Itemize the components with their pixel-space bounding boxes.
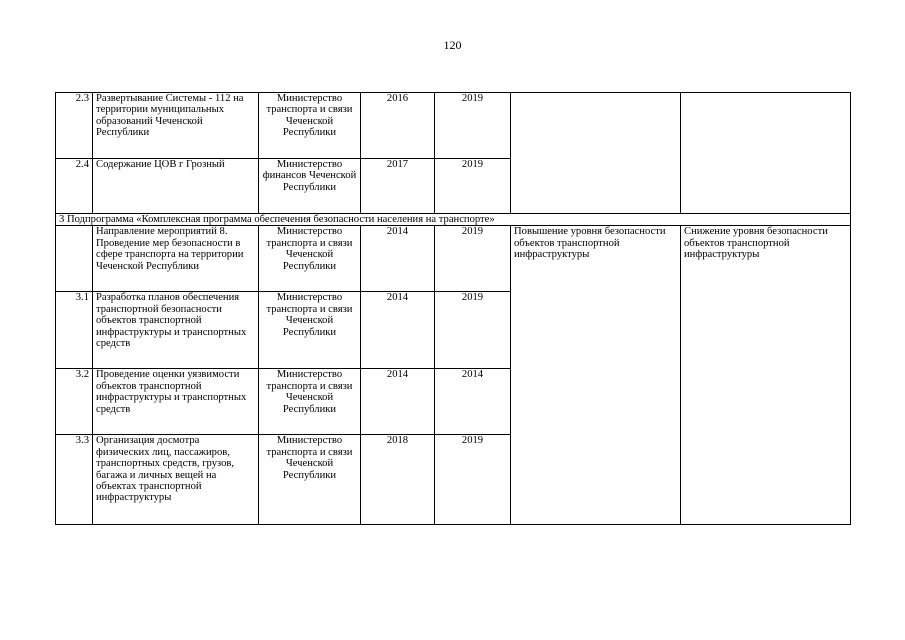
row-name: Разработка планов обеспечения транспортной безопасности объектов транспортной инфраструктуры и транспортных средств [93, 292, 259, 369]
row-number: 3.2 [56, 369, 93, 435]
row-executor: Министерство транспорта и связи Чеченской Республики [259, 369, 361, 435]
row-executor: Министерство транспорта и связи Чеченской Республики [259, 93, 361, 159]
row-name: Содержание ЦОВ г Грозный [93, 159, 259, 214]
row-number: 2.3 [56, 93, 93, 159]
row-executor: Министерство финансов Чеченской Республики [259, 159, 361, 214]
row-end-year: 2019 [435, 93, 511, 159]
row-executor: Министерство транспорта и связи Чеченской Республики [259, 226, 361, 292]
row-start-year: 2016 [361, 93, 435, 159]
row-executor: Министерство транспорта и связи Чеченской Республики [259, 435, 361, 525]
program-table [55, 92, 851, 525]
row-result: Повышение уровня безопасности объектов транспортной инфраструктуры [511, 226, 681, 525]
row-start-year: 2018 [361, 435, 435, 525]
row-end-year: 2019 [435, 292, 511, 369]
subprogram-title: 3 Подпрограмма «Комплексная программа обеспечения безопасности населения на транспорте» [56, 214, 851, 226]
table-row [56, 93, 851, 159]
row-number: 3.1 [56, 292, 93, 369]
row-result-empty [511, 93, 681, 214]
row-number: 3.3 [56, 435, 93, 525]
subprogram-row [56, 214, 851, 226]
page-number: 120 [443, 38, 462, 52]
row-name: Проведение оценки уязвимости объектов транспортной инфраструктуры и транспортных средств [93, 369, 259, 435]
row-end-year: 2019 [435, 226, 511, 292]
row-end-year: 2019 [435, 435, 511, 525]
table-row [56, 226, 851, 292]
row-start-year: 2014 [361, 226, 435, 292]
row-start-year: 2014 [361, 292, 435, 369]
row-number [56, 226, 93, 292]
row-name: Организация досмотра физических лиц, пассажиров, транспортных средств, грузов, багажа и личных вещей на объектах транспортной инфраструктуры [93, 435, 259, 525]
row-start-year: 2017 [361, 159, 435, 214]
row-name: Направление мероприятий 8. Проведение мер безопасности в сфере транспорта на территории Чеченской Республики [93, 226, 259, 292]
row-end-year: 2019 [435, 159, 511, 214]
row-number: 2.4 [56, 159, 93, 214]
row-name: Развертывание Системы - 112 на территории муниципальных образований Чеченской Республики [93, 93, 259, 159]
row-end-year: 2014 [435, 369, 511, 435]
row-consequence-empty [681, 93, 851, 214]
row-start-year: 2014 [361, 369, 435, 435]
row-executor: Министерство транспорта и связи Чеченской Республики [259, 292, 361, 369]
row-consequence: Снижение уровня безопасности объектов транспортной инфраструктуры [681, 226, 851, 525]
